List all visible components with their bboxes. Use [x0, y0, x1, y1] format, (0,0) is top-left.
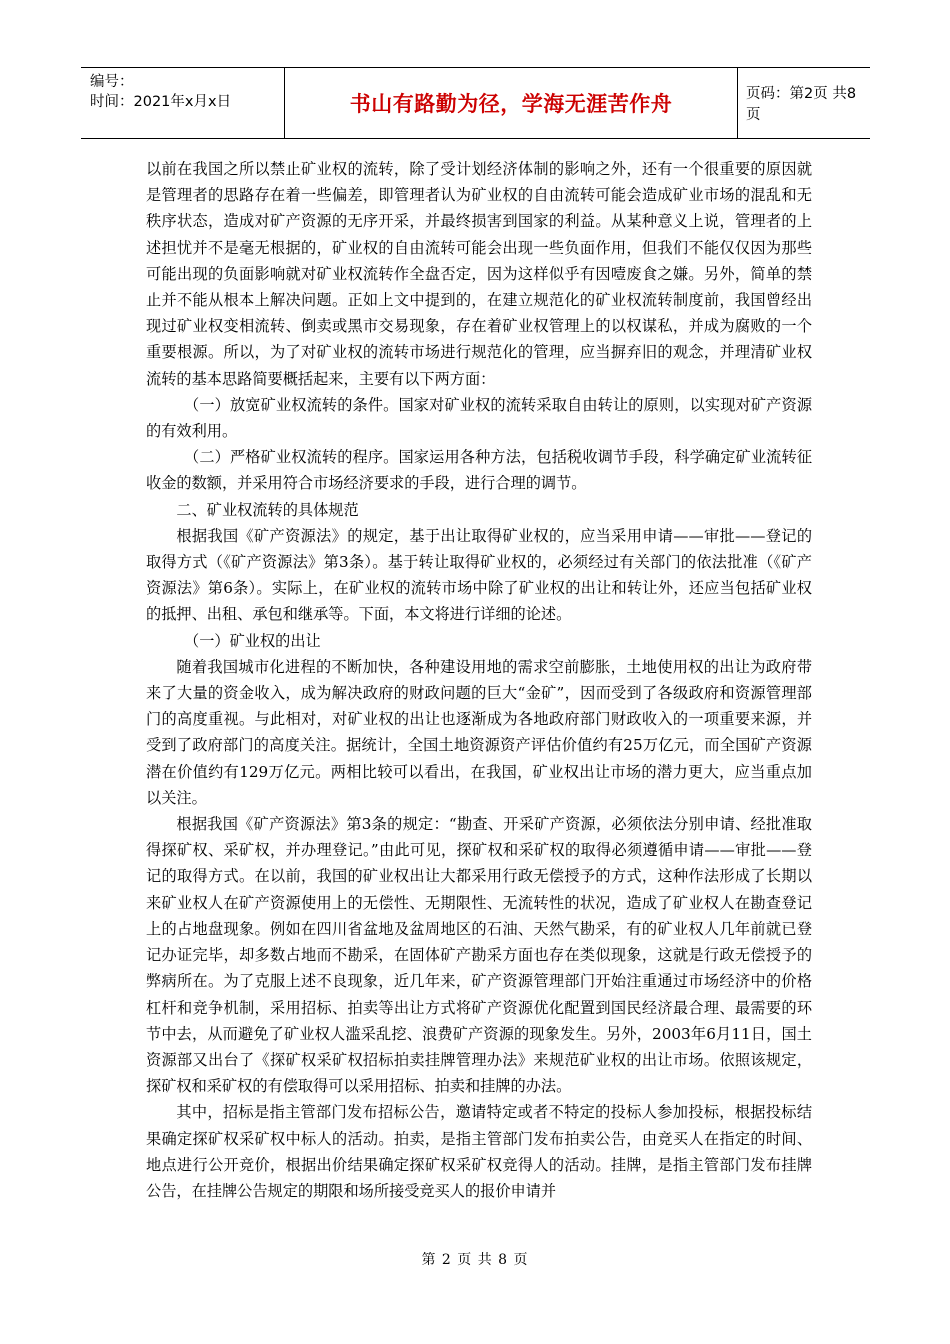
header-page-info: 页码：第2页 共8页	[746, 86, 857, 123]
header-motto: 书山有路勤为径，学海无涯苦作舟	[285, 68, 738, 138]
paragraph: 随着我国城市化进程的不断加快，各种建设用地的需求空前膨胀，土地使用权的出让为政府带来了大量的资金收入，成为解决政府的财政问题的巨大“金矿”，因而受到了各级政府和资源管理部门的高度重视。与此相对，对矿业权的出让也逐渐成为各地政府部门财政收入的一项重要来源，并受到了政府部门的高度关注。据统计，全国土地资源资产评估价值约有25万亿元，而全国矿产资源潜在价值约有129万亿元。两相比较可以看出，在我国，矿业权出让市场的潜力更大，应当重点加以关注。	[146, 657, 812, 807]
paragraph-point-2: （二）严格矿业权流转的程序。国家运用各种方法，包括税收调节手段，科学确定矿业流转征收金的数额，并采用符合市场经济要求的手段，进行合理的调节。	[146, 448, 812, 493]
paragraph: 根据我国《矿产资源法》第3条的规定：“勘查、开采矿产资源，必须依法分别申请、经批准取得探矿权、采矿权，并办理登记。”由此可见，探矿权和采矿权的取得必须遵循申请——审批——登记的取得方式。在以前，我国的矿业权出让大都采用行政无偿授予的方式，这种作法形成了长期以来矿业权人在矿产资源使用上的无偿性、无期限性、无流转性的状况，造成了矿业权人在勘查登记上的占地盘现象。例如在四川省盆地及盆周地区的石油、天然气勘采，有的矿业权人几年前就已登记办证完毕，却多数占地而不勘采，在固体矿产勘采方面也存在类似现象，这就是行政无偿授予的弊病所在。为了克服上述不良现象，近几年来，矿产资源管理部门开始注重通过市场经济中的价格杠杆和竞争机制，采用招标、拍卖等出让方式将矿产资源优化配置到国民经济最合理、最需要的环节中去，从而避免了矿业权人滥采乱挖、浪费矿产资源的现象发生。另外，2003年6月11日，国土资源部又出台了《探矿权采矿权招标拍卖挂牌管理办法》来规范矿业权的出让市场。依照该规定，探矿权和采矿权的有偿取得可以采用招标、拍卖和挂牌的办法。	[146, 815, 812, 1096]
paragraph-point-1: （一）放宽矿业权流转的条件。国家对矿业权的流转采取自由转让的原则，以实现对矿产资源的有效利用。	[146, 395, 812, 441]
page-footer: 第 2 页 共 8 页	[421, 1252, 529, 1268]
paragraph-continued: 以前在我国之所以禁止矿业权的流转，除了受计划经济体制的影响之外，还有一个很重要的原因就是管理者的思路存在着一些偏差，即管理者认为矿业权的自由流转可能会造成矿业市场的混乱和无秩序状态，造成对矿产资源的无序开采，并最终损害到国家的利益。从某种意义上说，管理者的上述担忧并不是毫无根据的，矿业权的自由流转可能会出现一些负面作用，但我们不能仅仅因为那些可能出现的负面影响就对矿业权流转作全盘否定，因为这样似乎有因噎废食之嫌。另外，简单的禁止并不能从根本上解决问题。正如上文中提到的，在建立规范化的矿业权流转制度前，我国曾经出现过矿业权变相流转、倒卖或黑市交易现象，存在着矿业权管理上的以权谋私，并成为腐败的一个重要根源。所以，为了对矿业权的流转市场进行规范化的管理，应当摒弃旧的观念，并理清矿业权流转的基本思路简要概括起来，主要有以下两方面：	[146, 160, 812, 388]
section-heading: 二、矿业权流转的具体规范	[176, 500, 359, 519]
header-meta	[81, 68, 285, 138]
page-header	[81, 67, 870, 139]
document-date: 时间：2021年x月x日	[90, 94, 232, 110]
document-body	[146, 156, 812, 1204]
paragraph: 其中，招标是指主管部门发布招标公告，邀请特定或者不特定的投标人参加投标，根据投标结果确定探矿权采矿权中标人的活动。拍卖，是指主管部门发布拍卖公告，由竞买人在指定的时间、地点进行公开竞价，根据出价结果确定探矿权采矿权竞得人的活动。挂牌，是指主管部门发布挂牌公告，在挂牌公告规定的期限和场所接受竞买人的报价申请并	[146, 1103, 812, 1200]
subsection-heading: （一）矿业权的出让	[184, 631, 321, 650]
document-number-label: 编号：	[90, 74, 134, 90]
paragraph: 根据我国《矿产资源法》的规定，基于出让取得矿业权的，应当采用申请——审批——登记的取得方式（《矿产资源法》第3条）。基于转让取得矿业权的，必须经过有关部门的依法批准（《矿产资源法》第6条）。实际上，在矿业权的流转市场中除了矿业权的出让和转让外，还应当包括矿业权的抵押、出租、承包和继承等。下面，本文将进行详细的论述。	[146, 526, 812, 624]
